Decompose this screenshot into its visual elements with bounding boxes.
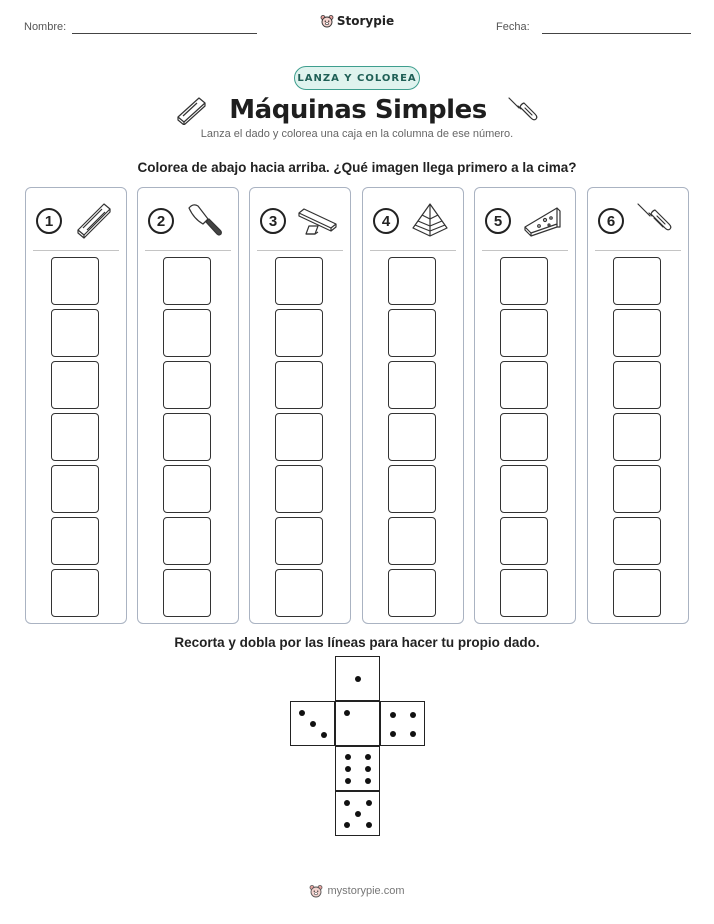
column-3 [249, 187, 351, 624]
die-face-one [335, 701, 380, 746]
color-box[interactable] [163, 361, 211, 409]
die-pip [355, 811, 361, 817]
name-label: Nombre: [24, 21, 67, 33]
die-pip [365, 766, 371, 772]
column-divider [595, 250, 681, 251]
color-box[interactable] [388, 569, 436, 617]
color-box[interactable] [500, 361, 548, 409]
die-pip [299, 710, 305, 716]
date-label: Fecha: [496, 21, 530, 33]
column-number: 2 [148, 208, 174, 234]
race-columns [25, 187, 689, 624]
column-6 [587, 187, 689, 624]
column-1 [25, 187, 127, 624]
column-header [26, 188, 126, 250]
knife-icon [184, 200, 226, 240]
screwdriver-icon [507, 95, 539, 125]
bear-mascot-icon [309, 884, 323, 898]
die-pip [410, 712, 416, 718]
color-box[interactable] [51, 413, 99, 461]
title-row [0, 90, 714, 130]
color-box[interactable] [51, 361, 99, 409]
color-box[interactable] [613, 361, 661, 409]
color-box[interactable] [388, 361, 436, 409]
color-box[interactable] [275, 361, 323, 409]
color-box[interactable] [51, 257, 99, 305]
brand-name: Storypie [336, 14, 395, 28]
color-box[interactable] [51, 569, 99, 617]
activity-badge: LANZA Y COLOREA [294, 66, 420, 90]
die-pip [344, 800, 350, 806]
column-header [363, 188, 463, 250]
die-face-five [335, 791, 380, 836]
color-box[interactable] [500, 465, 548, 513]
column-divider [145, 250, 231, 251]
column-number: 5 [485, 208, 511, 234]
color-box[interactable] [388, 465, 436, 513]
color-instruction: Colorea de abajo hacia arriba. ¿Qué imagen llega primero a la cima? [137, 160, 577, 175]
color-box[interactable] [163, 413, 211, 461]
column-divider [257, 250, 343, 251]
color-box[interactable] [163, 257, 211, 305]
column-header [588, 188, 688, 250]
brand-logo [0, 14, 714, 28]
die-pip [344, 822, 350, 828]
color-box[interactable] [613, 309, 661, 357]
column-2 [137, 187, 239, 624]
color-box[interactable] [500, 569, 548, 617]
color-box[interactable] [500, 517, 548, 565]
column-number: 3 [260, 208, 286, 234]
color-box[interactable] [163, 465, 211, 513]
color-box[interactable] [613, 517, 661, 565]
die-pip [390, 731, 396, 737]
column-divider [482, 250, 568, 251]
color-box[interactable] [163, 309, 211, 357]
inclined-plank-icon [72, 200, 114, 240]
die-face-one [335, 656, 380, 701]
color-box[interactable] [500, 413, 548, 461]
page-subtitle: Lanza el dado y colorea una caja en la columna de ese número. [200, 128, 514, 140]
column-divider [33, 250, 119, 251]
column-4 [362, 187, 464, 624]
screwdriver-icon [634, 200, 676, 240]
color-box[interactable] [275, 257, 323, 305]
die-face-six [335, 746, 380, 791]
color-box[interactable] [388, 309, 436, 357]
column-number: 4 [373, 208, 399, 234]
column-number: 6 [598, 208, 624, 234]
color-box[interactable] [275, 413, 323, 461]
lever-icon [296, 200, 338, 240]
color-box[interactable] [613, 465, 661, 513]
column-header [475, 188, 575, 250]
wedge-icon [521, 200, 563, 240]
column-number: 1 [36, 208, 62, 234]
color-box[interactable] [51, 309, 99, 357]
bear-mascot-icon [320, 14, 334, 28]
color-box[interactable] [275, 465, 323, 513]
die-pip [390, 712, 396, 718]
plank-icon [175, 95, 209, 125]
color-box[interactable] [51, 517, 99, 565]
die-pip [310, 721, 316, 727]
color-box[interactable] [51, 465, 99, 513]
die-pip [410, 731, 416, 737]
column-divider [370, 250, 456, 251]
die-face-three [290, 701, 335, 746]
die-pip [366, 822, 372, 828]
die-pip [344, 710, 350, 716]
color-box[interactable] [613, 257, 661, 305]
color-box[interactable] [163, 569, 211, 617]
color-box[interactable] [275, 309, 323, 357]
footer [0, 884, 714, 898]
color-box[interactable] [163, 517, 211, 565]
color-box[interactable] [613, 569, 661, 617]
color-box[interactable] [500, 257, 548, 305]
color-box[interactable] [388, 413, 436, 461]
die-pip [321, 732, 327, 738]
pyramid-icon [409, 200, 451, 240]
column-header [250, 188, 350, 250]
color-box[interactable] [613, 413, 661, 461]
die-pip [365, 778, 371, 784]
name-line [72, 33, 257, 34]
color-box[interactable] [275, 569, 323, 617]
die-pip [366, 800, 372, 806]
column-5 [474, 187, 576, 624]
color-box[interactable] [275, 517, 323, 565]
column-header [138, 188, 238, 250]
date-line [542, 33, 691, 34]
die-pip [365, 754, 371, 760]
die-net [290, 656, 426, 836]
page-title: Máquinas Simples [229, 95, 487, 125]
die-instruction: Recorta y dobla por las líneas para hacer tu propio dado. [174, 635, 540, 650]
color-box[interactable] [500, 309, 548, 357]
die-face-four [380, 701, 425, 746]
footer-url[interactable]: mystorypie.com [327, 885, 405, 897]
die-pip [345, 754, 351, 760]
die-pip [345, 778, 351, 784]
die-pip [355, 676, 361, 682]
color-box[interactable] [388, 517, 436, 565]
die-pip [345, 766, 351, 772]
color-box[interactable] [388, 257, 436, 305]
